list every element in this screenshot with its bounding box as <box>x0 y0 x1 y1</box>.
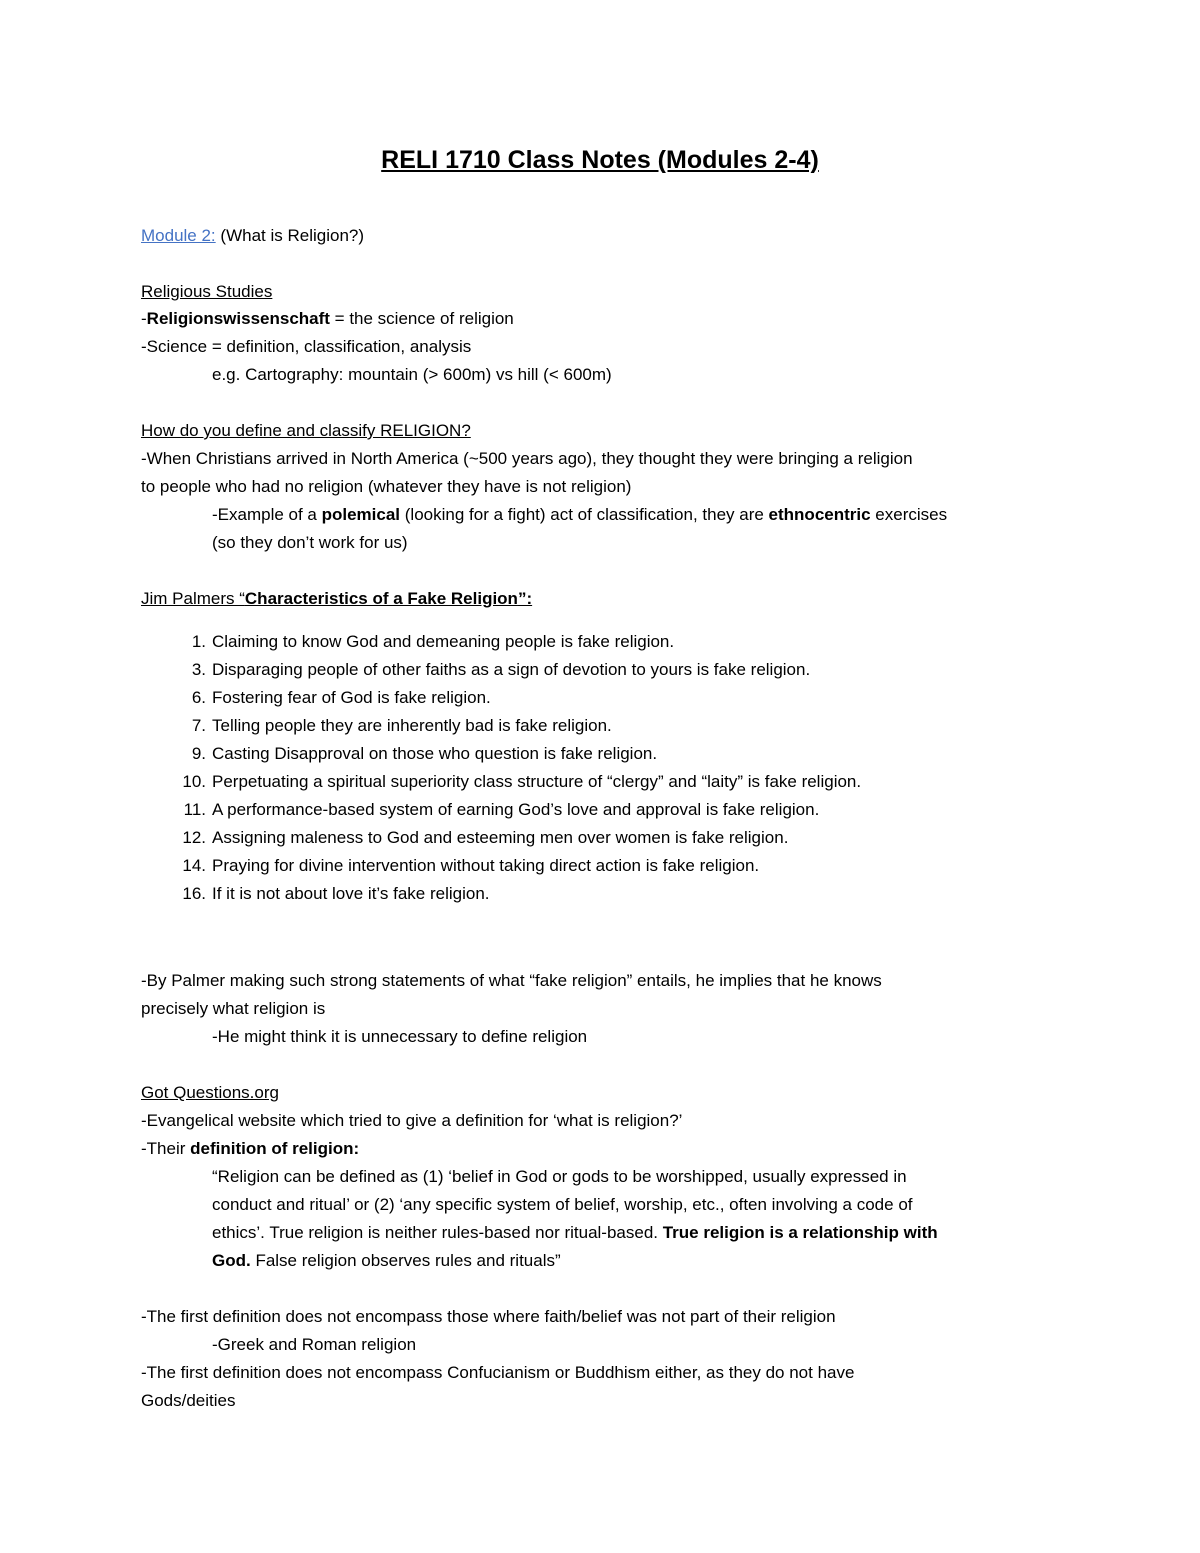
ethnocentric-term: ethnocentric <box>768 505 871 524</box>
list-item-text: Fostering fear of God is fake religion. <box>212 688 491 707</box>
define-example-line-2: (so they don’t work for us) <box>212 533 408 552</box>
list-item <box>183 799 820 821</box>
module-heading <box>141 225 364 247</box>
religious-studies-line-2: -Science = definition, classification, analysis <box>141 337 472 356</box>
list-item-text: Casting Disapproval on those who question is fake religion. <box>212 744 658 763</box>
gotquestions-line-2 <box>141 1138 359 1160</box>
list-item-number: 6. <box>191 688 206 707</box>
quote-line-4 <box>212 1250 561 1272</box>
palmer-heading-c: ”: <box>517 589 533 608</box>
list-item-text: Praying for divine intervention without taking direct action is fake religion. <box>212 856 760 875</box>
quote-line-3 <box>212 1222 938 1244</box>
list-item-number: 11. <box>183 800 206 819</box>
module-label[interactable]: Module 2: <box>141 226 216 245</box>
religious-studies-line-1: -Religionswissenschaft = the science of religion <box>141 309 514 328</box>
list-item-text: If it is not about love it’s fake religion. <box>212 884 490 903</box>
list-item-text: Disparaging people of other faiths as a sign of devotion to yours is fake religion. <box>212 660 811 679</box>
list-item-text: Assigning maleness to God and esteeming men over women is fake religion. <box>212 828 789 847</box>
quote-line-3-bold: True religion is a relationship with <box>662 1223 938 1242</box>
polemical-term: polemical <box>321 505 401 524</box>
list-item-number: 1. <box>191 632 206 651</box>
define-heading: How do you define and classify RELIGION? <box>141 421 471 440</box>
list-item-number: 10. <box>182 772 206 791</box>
list-item <box>191 659 811 681</box>
religionswissenschaft-term: Religionswissenschaft <box>146 309 330 328</box>
response-line-4: Gods/deities <box>141 1391 236 1410</box>
definition-of-religion-term: definition of religion: <box>190 1139 360 1158</box>
quote-line-1: “Religion can be defined as (1) ‘belief in God or gods to be worshipped, usually expressed in <box>212 1167 907 1186</box>
define-example-line-1 <box>212 504 947 526</box>
list-item-text: Perpetuating a spiritual superiority class structure of “clergy” and “laity” is fake religion. <box>212 772 862 791</box>
quote-line-4-b: False religion observes rules and rituals” <box>250 1251 561 1270</box>
list-item-number: 14. <box>182 856 206 875</box>
list-item <box>191 631 675 653</box>
response-line-2: -Greek and Roman religion <box>212 1335 417 1354</box>
quote-line-3-a: ethics’. True religion is neither rules-based nor ritual-based. <box>212 1223 663 1242</box>
define-example-c: (looking for a fight) act of classification, they are <box>400 505 769 524</box>
define-paragraph-line-2: to people who had no religion (whatever they have is not religion) <box>141 477 632 496</box>
palmer-comment-line-1: -By Palmer making such strong statements of what “fake religion” entails, he implies that he knows <box>141 971 882 990</box>
define-example-a: -Example of a <box>212 505 322 524</box>
list-item-number: 7. <box>191 716 206 735</box>
gotquestions-heading: Got Questions.org <box>141 1083 279 1102</box>
quote-line-4-bold: God. <box>212 1251 251 1270</box>
list-item-number: 3. <box>191 660 206 679</box>
palmer-heading-bold: Characteristics of a Fake Religion <box>244 589 518 608</box>
list-item <box>191 687 491 709</box>
define-paragraph-line-1: -When Christians arrived in North America (~500 years ago), they thought they were bringing a religion <box>141 449 913 468</box>
response-line-1: -The first definition does not encompass those where faith/belief was not part of their religion <box>141 1307 836 1326</box>
palmer-heading-a: Jim Palmers “ <box>141 589 245 608</box>
list-item <box>191 715 612 737</box>
list-item <box>182 883 490 905</box>
religious-studies-line-1-rest: = the science of religion <box>329 309 514 328</box>
list-item-text: Claiming to know God and demeaning people is fake religion. <box>212 632 675 651</box>
palmer-comment-line-2: precisely what religion is <box>141 999 326 1018</box>
list-item-text: Telling people they are inherently bad is fake religion. <box>212 716 612 735</box>
quote-line-2: conduct and ritual’ or (2) ‘any specific system of belief, worship, etc., often involving a code of <box>212 1195 913 1214</box>
gotquestions-line-1: -Evangelical website which tried to give a definition for ‘what is religion?’ <box>141 1111 683 1130</box>
religious-studies-example: e.g. Cartography: mountain (> 600m) vs hill (< 600m) <box>212 365 612 384</box>
list-item <box>182 771 862 793</box>
palmer-heading <box>141 588 532 610</box>
palmer-comment-line-3: -He might think it is unnecessary to define religion <box>212 1027 588 1046</box>
module-subtitle: (What is Religion?) <box>220 226 365 245</box>
religious-studies-heading: Religious Studies <box>141 282 273 301</box>
gotquestions-line-2-a: -Their <box>141 1139 191 1158</box>
page-title: RELI 1710 Class Notes (Modules 2-4) <box>381 146 819 174</box>
define-example-e: exercises <box>870 505 948 524</box>
list-item <box>182 827 789 849</box>
list-item-number: 9. <box>191 744 206 763</box>
response-line-3: -The first definition does not encompass Confucianism or Buddhism either, as they do not have <box>141 1363 855 1382</box>
list-item <box>191 743 658 765</box>
list-item-number: 16. <box>182 884 206 903</box>
list-item-text: A performance-based system of earning God’s love and approval is fake religion. <box>212 800 820 819</box>
list-item <box>182 855 760 877</box>
list-item-number: 12. <box>182 828 206 847</box>
